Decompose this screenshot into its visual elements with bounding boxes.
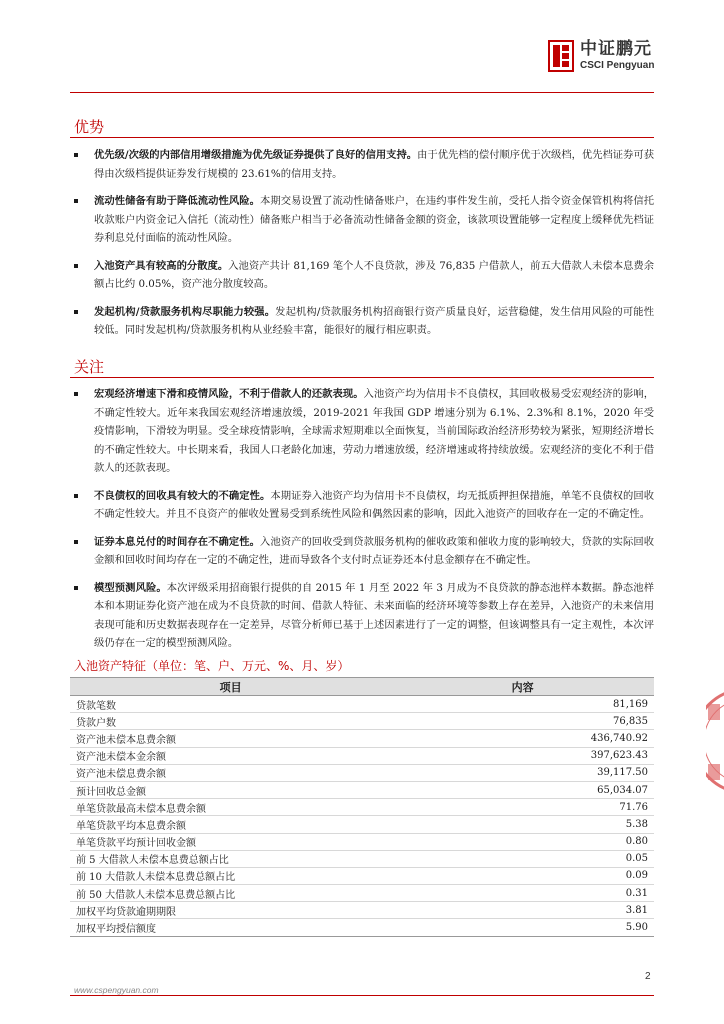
table-row — [70, 747, 654, 764]
item-body: 本期证券入池资产均为信用卡不良债权，均无抵质押担保措施，单笔不良债权的回收不确定性较大。并且不良资产的催收处置易受到系统性风险和偶然因素的影响，因此入池资产的回收存在一定的不确定性。 — [94, 489, 655, 520]
table-row — [70, 885, 654, 902]
bullet-square-icon — [74, 199, 78, 203]
bullet-square-icon — [74, 153, 78, 157]
row-item: 加权平均授信额度 — [70, 919, 391, 936]
item-body: 发起机构/贷款服务机构招商银行资产质量良好，运营稳健，发生信用风险的可能性较低。同时发起机构/贷款服务机构从业经验丰富，能很好的履行相应职责。 — [94, 305, 654, 336]
table-row — [70, 902, 654, 919]
advantages-list — [74, 146, 654, 349]
concerns-title: 关注 — [74, 358, 105, 376]
row-item: 前 50 大借款人未偿本息费总额占比 — [70, 885, 391, 902]
table-row — [70, 850, 654, 867]
list-item — [74, 385, 654, 478]
advantages-divider — [70, 137, 654, 138]
table-row — [70, 799, 654, 816]
table-row — [70, 764, 654, 781]
item-heading: 宏观经济增速下滑和疫情风险，不利于借款人的还款表现。 — [94, 388, 364, 400]
company-logo — [548, 40, 654, 72]
item-heading: 模型预测风险。 — [94, 581, 167, 594]
list-item — [74, 533, 654, 570]
row-item: 单笔贷款平均预计回收金额 — [70, 833, 391, 850]
item-heading: 发起机构/贷款服务机构尽职能力较强。 — [94, 305, 276, 318]
row-value: 5.90 — [391, 919, 654, 936]
row-value: 76,835 — [391, 713, 654, 730]
table-row — [70, 696, 654, 713]
seal-stamp-icon — [706, 676, 724, 806]
concerns-divider — [70, 377, 654, 378]
bullet-square-icon — [74, 494, 78, 498]
row-item: 资产池未偿本息费余额 — [70, 730, 391, 747]
table-row — [70, 919, 654, 936]
list-item — [74, 192, 654, 248]
item-body: 本次评级采用招商银行提供的自 2015 年 1 月至 2022 年 3 月成为不良贷款的静态池样本数据。静态池样本和本期证券化资产池在成为不良贷款的时间、借款人特征、未来面临的经济环境等参数上存在差异，入池资产的未来信用表现可能和历史数据表现存在一定差异，尽管分析师已基于上述因素进行了一定的调整，但该调整具有一定主观性，本次评级仍存在一定的模型预测风险。 — [94, 581, 654, 649]
row-value: 0.80 — [391, 833, 654, 850]
list-item — [74, 579, 654, 653]
column-header-content: 内容 — [391, 678, 654, 696]
concerns-list — [74, 385, 654, 662]
row-value: 81,169 — [391, 696, 654, 713]
column-header-item: 项目 — [70, 678, 391, 696]
logo-chinese-name: 中证鹏元 — [580, 39, 652, 59]
header-divider — [70, 92, 654, 93]
table-row — [70, 781, 654, 798]
item-body: 本期交易设置了流动性储备账户，在违约事件发生前，受托人指令资金保管机构将信托收款账户内资金记入信托（流动性）储备账户相当于必备流动性储备金额的资金，该款项设置能够一定程度上缓释优先档证券利息兑付面临的流动性风险。 — [94, 195, 655, 244]
bullet-square-icon — [74, 392, 78, 396]
list-item — [74, 487, 654, 524]
bullet-square-icon — [74, 540, 78, 544]
row-value: 397,623.43 — [391, 747, 654, 764]
list-item — [74, 303, 654, 340]
row-item: 贷款笔数 — [70, 696, 391, 713]
table-row — [70, 713, 654, 730]
pool-characteristics-table — [70, 677, 654, 937]
table-row — [70, 867, 654, 884]
row-item: 资产池未偿本金余额 — [70, 747, 391, 764]
row-item: 预计回收总金额 — [70, 781, 391, 798]
item-heading: 流动性储备有助于降低流动性风险。 — [94, 195, 260, 207]
logo-mark-icon — [548, 40, 574, 72]
row-value: 0.09 — [391, 867, 654, 884]
row-value: 0.05 — [391, 850, 654, 867]
row-item: 单笔贷款平均本息费余额 — [70, 816, 391, 833]
row-item: 加权平均贷款逾期期限 — [70, 902, 391, 919]
item-body: 入池资产均为信用卡不良债权，其回收极易受宏观经济的影响，不确定性较大。近年来我国宏观经济增速放缓，2019-2021 年我国 GDP 增速分别为 6.1%、2.3%和 8.1%，2020 年受疫情影响，下滑较为明显。受全球疫情影响，全球需求短期难以全面恢复，当前国际政治经济形势较为紧张，短期经济增长的不确定性较大。中长期来看，我国人口老龄化加速，劳动力增速放缓，经济增速或将持续放缓。宏观经济的变化不利于借款人的还款表现。 — [94, 388, 655, 474]
bullet-square-icon — [74, 264, 78, 268]
row-item: 前 10 大借款人未偿本息费总额占比 — [70, 867, 391, 884]
pool-table-title: 入池资产特征（单位：笔、户、万元、%、月、岁） — [74, 659, 350, 673]
list-item — [74, 257, 654, 294]
advantages-title: 优势 — [74, 118, 105, 136]
page-number: 2 — [645, 971, 651, 982]
row-value: 0.31 — [391, 885, 654, 902]
row-value: 3.81 — [391, 902, 654, 919]
table-header-row — [70, 678, 654, 696]
item-heading: 证券本息兑付的时间存在不确定性。 — [94, 535, 260, 548]
row-item: 贷款户数 — [70, 713, 391, 730]
footer-divider — [70, 995, 654, 996]
row-item: 资产池未偿息费余额 — [70, 764, 391, 781]
item-body: 入池资产的回收受到贷款服务机构的催收政策和催收力度的影响较大，贷款的实际回收金额和回收时间均存在一定的不确定性，进而导致各个支付时点证券还本付息金额存在不确定性。 — [94, 535, 655, 566]
row-value: 5.38 — [391, 816, 654, 833]
row-value: 39,117.50 — [391, 764, 654, 781]
logo-english-name: CSCI Pengyuan — [580, 60, 655, 71]
item-heading: 入池资产具有较高的分散度。 — [94, 259, 229, 272]
item-heading: 优先级/次级的内部信用增级措施为优先级证券提供了良好的信用支持。 — [94, 149, 418, 161]
table-row — [70, 730, 654, 747]
item-heading: 不良债权的回收具有较大的不确定性。 — [94, 489, 271, 502]
table-row — [70, 816, 654, 833]
row-value: 65,034.07 — [391, 781, 654, 798]
item-body: 入池资产共计 81,169 笔个人不良贷款，涉及 76,835 户借款人，前五大借款人未偿本息费余额占比约 0.05%，资产池分散度较高。 — [94, 259, 655, 290]
row-value: 71.76 — [391, 799, 654, 816]
bullet-square-icon — [74, 310, 78, 314]
row-item: 单笔贷款最高未偿本息费余额 — [70, 799, 391, 816]
row-value: 436,740.92 — [391, 730, 654, 747]
bullet-square-icon — [74, 586, 78, 590]
row-item: 前 5 大借款人未偿本息费总额占比 — [70, 850, 391, 867]
item-body: 由于优先档的偿付顺序优于次级档，优先档证券可获得由次级档提供证券发行规模的 23.61%的信用支持。 — [94, 149, 655, 180]
footer-website-link[interactable]: www.cspengyuan.com — [74, 985, 159, 995]
table-row — [70, 833, 654, 850]
list-item — [74, 146, 654, 183]
